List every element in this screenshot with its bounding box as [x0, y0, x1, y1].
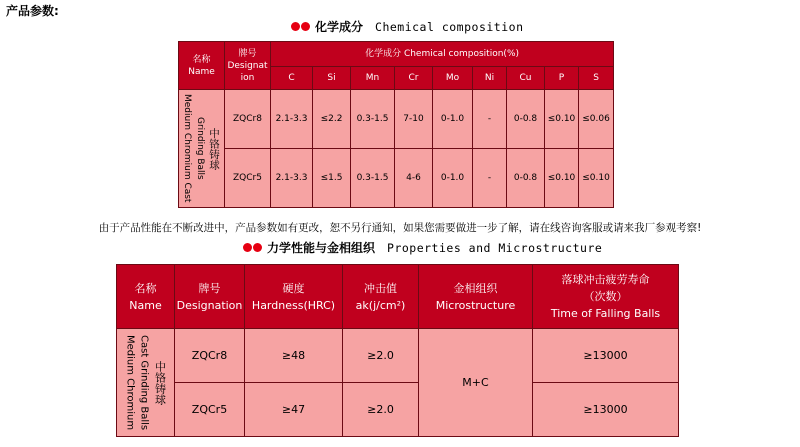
chem-element-si: Si [313, 67, 351, 90]
chem-value-cell: ≤0.10 [545, 90, 579, 149]
chemical-title-en: Chemical composition [375, 19, 524, 34]
chem-value-cell: 7-10 [395, 90, 433, 149]
mech-product-en-2: Cast Grinding Balls [138, 334, 150, 431]
chem-value-cell: - [473, 90, 507, 149]
chem-value-cell: 2.1-3.3 [271, 149, 313, 208]
chem-element-ni: Ni [473, 67, 507, 90]
chem-designation-cell: ZQCr5 [225, 149, 271, 208]
chem-value-cell: ≤2.2 [313, 90, 351, 149]
chem-value-cell: 0-0.8 [507, 90, 545, 149]
mech-designation-cell: ZQCr8 [175, 329, 245, 383]
chem-element-mo: Mo [433, 67, 473, 90]
chem-value-cell: - [473, 149, 507, 208]
chem-product-en-2: Grinding Balls [195, 117, 205, 180]
mech-header-fatigue-en: Time of Falling Balls [550, 307, 661, 320]
chem-designation-cell: ZQCr8 [225, 90, 271, 149]
mech-header-fatigue-zh-2: （次数） [583, 290, 628, 303]
mech-header-designation-en: Designation [176, 298, 243, 312]
mech-impact-cell: ≥2.0 [343, 329, 419, 383]
mech-header-micro-zh: 金相组织 [453, 281, 498, 295]
chem-value-cell: 0-0.8 [507, 149, 545, 208]
mech-fatigue-cell: ≥13000 [533, 383, 679, 437]
page-label: 产品参数: [6, 4, 59, 18]
mechanical-title-zh: 力学性能与金相组织 [267, 241, 376, 255]
chem-header-name [179, 42, 225, 90]
red-dots-icon [291, 22, 311, 31]
chemical-title-zh: 化学成分 [315, 20, 364, 34]
chem-value-cell: 4-6 [395, 149, 433, 208]
chem-value-cell: 2.1-3.3 [271, 90, 313, 149]
chem-element-cr: Cr [395, 67, 433, 90]
mech-header-name [117, 265, 175, 329]
mech-header-micro-en: Microstructure [435, 298, 516, 312]
mech-product-zh: 中铬铸球 [153, 360, 167, 405]
mech-hardness-cell: ≥48 [245, 329, 343, 383]
mechanical-title-en: Properties and Microstructure [387, 240, 603, 255]
product-notice: 由于产品性能在不断改进中，产品参数如有更改，恕不另行通知，如果您需要做进一步了解，请在线咨询客服或请来我厂参观考察! [98, 222, 702, 234]
chem-header-designation [225, 42, 271, 90]
mech-header-name-en: Name [129, 298, 162, 312]
mech-header-fatigue-zh-1: 落球冲击疲劳寿命 [561, 273, 650, 286]
mech-fatigue-cell: ≥13000 [533, 329, 679, 383]
chem-product-zh: 中铬铸球 [208, 127, 220, 170]
mechanical-section-title [243, 239, 602, 256]
chem-value-cell: ≤0.10 [579, 149, 614, 208]
chem-product-en-1: Medium Chromium Cast [182, 94, 192, 203]
chem-header-composition: 化学成分 Chemical composition(%) [271, 42, 614, 67]
mech-header-hardness-zh: 硬度 [282, 281, 305, 295]
mech-hardness-cell: ≥47 [245, 383, 343, 437]
chem-value-cell: 0.3-1.5 [351, 90, 395, 149]
mech-header-fatigue [533, 265, 679, 329]
chem-value-cell: ≤0.06 [579, 90, 614, 149]
mech-header-hardness [245, 265, 343, 329]
mech-header-hardness-en: Hardness(HRC) [251, 298, 336, 312]
chem-value-cell: 0.3-1.5 [351, 149, 395, 208]
chem-product-name [179, 90, 225, 208]
chemical-section-title [291, 18, 524, 35]
chem-value-cell: 0-1.0 [433, 149, 473, 208]
mech-header-designation-zh: 牌号 [198, 281, 221, 295]
mech-header-name-zh: 名称 [134, 281, 157, 295]
chem-value-cell: ≤1.5 [313, 149, 351, 208]
chem-element-c: C [271, 67, 313, 90]
chem-element-cu: Cu [507, 67, 545, 90]
chemical-composition-table [178, 41, 614, 208]
red-dots-icon [243, 243, 263, 252]
mechanical-properties-table [116, 264, 679, 437]
chem-header-name-en: Name [188, 66, 215, 77]
mech-product-en-1: Medium Chromium [124, 334, 136, 431]
mech-header-microstructure [419, 265, 533, 329]
mech-header-designation [175, 265, 245, 329]
mech-designation-cell: ZQCr5 [175, 383, 245, 437]
chem-header-name-zh: 名称 [192, 54, 211, 65]
chem-element-s: S [579, 67, 614, 90]
chem-element-p: P [545, 67, 579, 90]
mech-header-impact-en: ak(j/cm²) [355, 298, 406, 312]
chem-header-designation-en-1: Designat [227, 60, 268, 71]
mech-header-impact-zh: 冲击值 [364, 281, 397, 295]
mech-impact-cell: ≥2.0 [343, 383, 419, 437]
mech-product-name [117, 329, 175, 437]
mech-microstructure-cell: M+C [419, 329, 533, 437]
chem-header-designation-zh: 牌号 [238, 48, 257, 59]
chem-element-mn: Mn [351, 67, 395, 90]
chem-header-designation-en-2: ion [240, 72, 255, 83]
chem-value-cell: 0-1.0 [433, 90, 473, 149]
mech-header-impact [343, 265, 419, 329]
chem-value-cell: ≤0.10 [545, 149, 579, 208]
